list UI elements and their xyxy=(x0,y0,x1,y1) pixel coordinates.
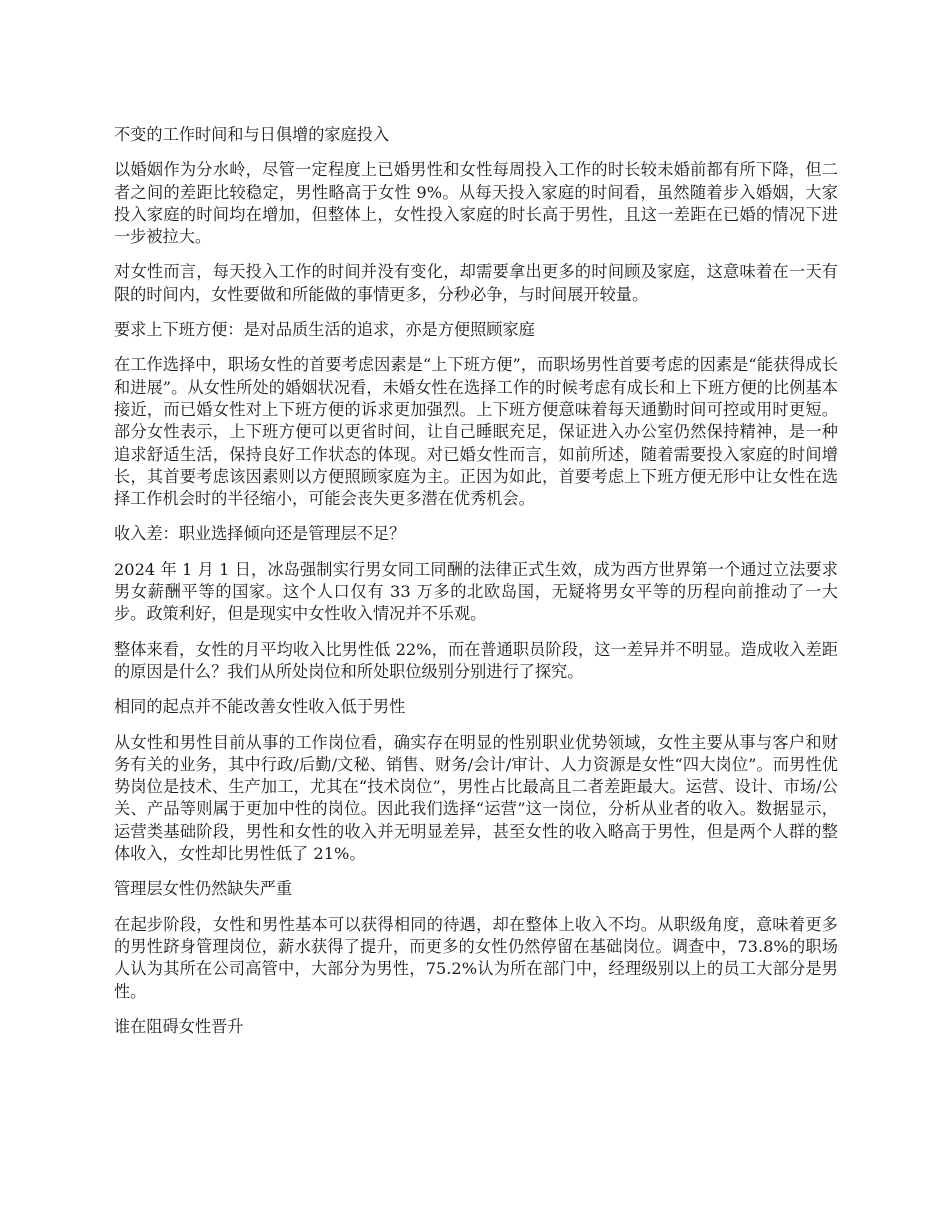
paragraph: 2024 年 1 月 1 日，冰岛强制实行男女同工同酬的法律正式生效，成为西方世界第一个通过立法要求男女薪酬平等的国家。这个人口仅有 33 万多的北欧岛国，无疑将男女平等的历程向前推动了一大步。政策利好，但是现实中女性收入情况并不乐观。 xyxy=(114,559,838,624)
paragraph: 对女性而言，每天投入工作的时间并没有变化，却需要拿出更多的时间顾及家庭，这意味着在一天有限的时间内，女性要做和所能做的事情更多，分秒必争，与时间展开较量。 xyxy=(114,262,838,304)
section-heading-commute: 要求上下班方便：是对品质生活的追求，亦是方便照顾家庭 xyxy=(114,320,535,340)
paragraph: 从女性和男性目前从事的工作岗位看，确实存在明显的性别职业优势领域，女性主要从事与客户和财务有关的业务，其中行政/后勤/文秘、销售、财务/会计/审计、人力资源是女性“四大岗位”。而男性优势岗位是技术、生产加工，尤其在“技术岗位”，男性占比最高且二者差距最大。运营、设计、市场/公关、产品等则属于更加中性的岗位。因此我们选择“运营”这一岗位，分析从业者的收入。数据显示，运营类基础阶段，男性和女性的收入并无明显差异，甚至女性的收入略高于男性，但是两个人群的整体收入，女性却比男性低了 21%。 xyxy=(114,732,838,864)
paragraph: 以婚姻作为分水岭，尽管一定程度上已婚男性和女性每周投入工作的时长较未婚前都有所下降，但二者之间的差距比较稳定，男性略高于女性 9%。从每天投入家庭的时间看，虽然随着步入婚姻，大家投入家庭的时间均在增加，但整体上，女性投入家庭的时长高于男性，且这一差距在已婚的情况下进一步被拉大。 xyxy=(114,160,838,247)
paragraph: 在起步阶段，女性和男性基本可以获得相同的待遇，却在整体上收入不均。从职级角度，意味着更多的男性跻身管理岗位，薪水获得了提升，而更多的女性仍然停留在基础岗位。调查中，73.8%的职场人认为其所在公司高管中，大部分为男性，75.2%认为所在部门中，经理级别以上的员工大部分是男性。 xyxy=(114,914,838,1001)
paragraph: 整体来看，女性的月平均收入比男性低 22%，而在普通职员阶段，这一差异并不明显。造成收入差距的原因是什么？我们从所处岗位和所处职位级别分别进行了探究。 xyxy=(114,639,838,681)
section-heading-income-gap: 收入差：职业选择倾向还是管理层不足？ xyxy=(114,524,406,544)
section-heading-management: 管理层女性仍然缺失严重 xyxy=(114,879,293,899)
section-heading-same-start: 相同的起点并不能改善女性收入低于男性 xyxy=(114,697,406,717)
section-heading-promotion: 谁在阻碍女性晋升 xyxy=(114,1016,244,1036)
section-heading-work-time: 不变的工作时间和与日俱增的家庭投入 xyxy=(114,125,390,144)
paragraph: 在工作选择中，职场女性的首要考虑因素是“上下班方便”，而职场男性首要考虑的因素是“能获得成长和进展”。从女性所处的婚姻状况看，未婚女性在选择工作的时候考虑有成长和上下班方便的比例基本接近，而已婚女性对上下班方便的诉求更加强烈。上下班方便意味着每天通勤时间可控或用时更短。部分女性表示，上下班方便可以更省时间，让自己睡眠充足，保证进入办公室仍然保持精神，是一种追求舒适生活，保持良好工作状态的体现。对已婚女性而言，如前所述，随着需要投入家庭的时间增长，其首要考虑该因素则以方便照顾家庭为主。正因为如此，首要考虑上下班方便无形中让女性在选择工作机会时的半径缩小，可能会丧失更多潜在优秀机会。 xyxy=(114,355,838,509)
document-page xyxy=(114,124,838,1051)
